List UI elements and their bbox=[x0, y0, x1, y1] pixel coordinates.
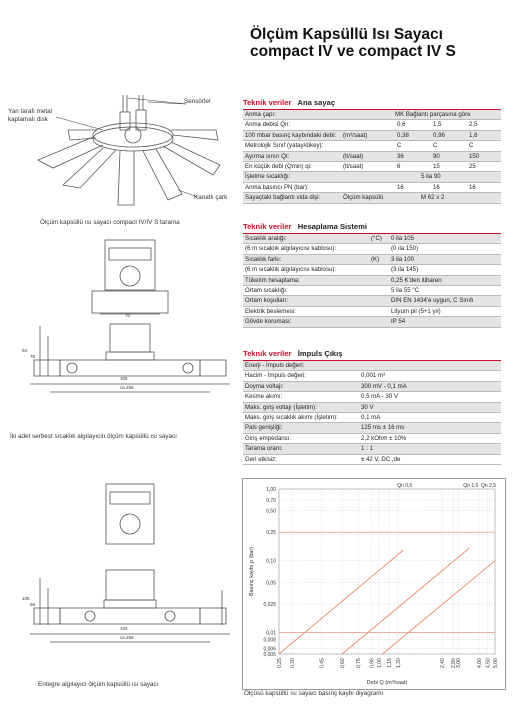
row-label: Sıcaklık aralığı: bbox=[245, 235, 287, 242]
table-row bbox=[243, 120, 501, 130]
series-label: Qn 1,5 bbox=[463, 483, 479, 489]
series-label: Qn 0,6 bbox=[397, 483, 413, 489]
dim-256-b: ca 256 bbox=[120, 635, 134, 640]
section1-rows bbox=[243, 110, 501, 204]
table-row bbox=[243, 172, 501, 182]
caption-figure2: İki adet serbest sıcaklık algılayıcılı ölçüm kapsüllü ısı sayacı bbox=[10, 433, 177, 440]
row-value: 125 ms ± 16 ms bbox=[361, 424, 405, 432]
row-value-2: 0,96 bbox=[433, 131, 445, 139]
row-value-2: C bbox=[433, 142, 438, 150]
section2-header bbox=[243, 222, 501, 234]
row-label: Elektrik beslemesi: bbox=[245, 307, 296, 315]
dim-256: ca 256 bbox=[120, 385, 134, 390]
table-row bbox=[243, 403, 501, 413]
row-value: 300 mV - 0,1 mA bbox=[361, 382, 407, 390]
dim-94: 94 bbox=[22, 348, 28, 353]
series-label: Qn 2,5 bbox=[481, 483, 497, 489]
row-label: Sayaçtaki bağlantı vida dişi: bbox=[245, 194, 321, 202]
row-label: (6 m sıcaklık algılayıcısı kablosu): bbox=[245, 245, 337, 253]
row-label: En küçük debi (Qmin) qi: bbox=[245, 162, 312, 170]
row-value: IP 54 bbox=[391, 318, 406, 326]
fan-figure bbox=[8, 90, 238, 220]
row-label: Doyma voltajı: bbox=[245, 382, 284, 390]
table-row bbox=[243, 152, 501, 162]
row-value: 2,2 kOhm ± 10% bbox=[361, 434, 407, 442]
label-wheel: Kanatlı çark bbox=[194, 194, 228, 201]
row-value-2: 15 bbox=[433, 162, 440, 170]
table-row bbox=[243, 361, 501, 371]
y-tick-label: 0,05 bbox=[266, 580, 276, 587]
row-value: ± 42 V, DC ,de bbox=[361, 455, 401, 463]
row-value-1: 36 bbox=[397, 152, 404, 160]
table-row bbox=[243, 444, 501, 454]
table-row bbox=[243, 423, 501, 433]
section1-header bbox=[243, 98, 501, 110]
row-value-1: 16 bbox=[397, 183, 404, 191]
row-label: Hacim - İmpuls değeri: bbox=[245, 372, 306, 380]
label-metal-disk: Yan tarafı metal kaplamalı disk bbox=[8, 108, 52, 123]
dim-105-horizontal: 105 bbox=[120, 626, 128, 631]
row-label: Kesme akımı: bbox=[245, 393, 283, 401]
row-label: Ortam sıcaklığı: bbox=[245, 286, 288, 294]
section-calculation bbox=[243, 222, 501, 328]
y-tick-label: 0,01 bbox=[266, 630, 276, 637]
x-tick-label: 2,40 bbox=[440, 658, 447, 668]
x-tick-label: 5,00 bbox=[493, 658, 499, 668]
table-row bbox=[243, 265, 501, 275]
y-tick-label: 0,025 bbox=[263, 601, 276, 608]
series-line bbox=[342, 548, 469, 654]
y-tick-label: 0,25 bbox=[266, 530, 276, 537]
section3-rows bbox=[243, 361, 501, 465]
row-label: Enerji - İmpuls değeri: bbox=[245, 362, 305, 369]
row-label: Giriş empedansı: bbox=[245, 434, 292, 442]
row-label: Gövde koruması: bbox=[245, 318, 292, 326]
row-unit: (°C) bbox=[371, 235, 382, 242]
row-label: Maks. giriş voltajı (İşletim): bbox=[245, 403, 317, 411]
table-row bbox=[243, 382, 501, 392]
x-tick-label: 0,90 bbox=[369, 658, 376, 668]
table-row bbox=[243, 244, 501, 254]
row-unit: (lt/saat) bbox=[343, 162, 364, 170]
row-value: MK Bağlantı parçasına göre bbox=[395, 111, 471, 118]
table-row bbox=[243, 317, 501, 327]
dim-105-vertical: 105 bbox=[22, 596, 30, 601]
table-row bbox=[243, 255, 501, 265]
row-value: 1 : 1 bbox=[361, 445, 373, 453]
x-tick-label: 4,00 bbox=[476, 658, 483, 668]
section2-rows bbox=[243, 234, 501, 328]
row-value: Lityum pil (5+1 yıl) bbox=[391, 307, 441, 315]
table-row bbox=[243, 286, 501, 296]
row-value-2: 1,5 bbox=[433, 121, 442, 129]
table-row bbox=[243, 183, 501, 193]
row-value: 5 ila 55 °C bbox=[391, 286, 420, 294]
chart-svg bbox=[243, 479, 505, 689]
dim-86: 86 bbox=[30, 602, 36, 607]
row-value-3: 16 bbox=[469, 183, 476, 191]
x-tick-label: 1,00 bbox=[376, 658, 383, 668]
table-row bbox=[243, 455, 501, 465]
y-tick-label: 0,008 bbox=[263, 637, 276, 644]
y-tick-label: 0,10 bbox=[266, 558, 276, 565]
section-pulse-output bbox=[243, 349, 501, 465]
section2-header-red: Teknik veriler bbox=[243, 222, 292, 231]
row-unit: (lt/saat) bbox=[343, 152, 364, 160]
chart-caption: Ölçüsü kapsüllü ısı sayacı basınç kaybı diyagramı bbox=[244, 690, 384, 697]
row-value: (0 ila 150) bbox=[391, 245, 419, 253]
table-row bbox=[243, 193, 501, 203]
x-tick-label: 0,75 bbox=[356, 658, 363, 668]
table-row bbox=[243, 392, 501, 402]
y-tick-label: 0,70 bbox=[266, 498, 276, 505]
row-unit: Ölçüm kapsülü bbox=[343, 194, 384, 202]
x-tick-label: 4,50 bbox=[485, 658, 492, 668]
plot-frame bbox=[279, 489, 495, 654]
row-value: 0,1 mA bbox=[361, 413, 381, 421]
x-tick-label: 0,45 bbox=[319, 658, 326, 668]
row-value: 5 ila 90 bbox=[421, 173, 441, 181]
title-line1: Ölçüm Kapsüllü Isı Sayacı bbox=[250, 26, 443, 43]
table-row bbox=[243, 234, 501, 244]
x-tick-label: 3,00 bbox=[456, 658, 463, 668]
row-value: 0 ila 105 bbox=[391, 235, 415, 242]
y-tick-label: 1,00 bbox=[266, 487, 276, 493]
section3-header bbox=[243, 349, 501, 361]
row-label: Maks. giriş sıcaklık akımı (İşletim): bbox=[245, 413, 338, 421]
row-label: Sıcaklık farkı: bbox=[245, 255, 282, 263]
row-value: 0,5 mA - 30 V bbox=[361, 393, 398, 401]
row-label: Anma debisi Qn: bbox=[245, 121, 291, 129]
row-label: Pals genişliği: bbox=[245, 424, 283, 432]
row-label: Geri etkisiz: bbox=[245, 455, 277, 463]
row-value-3: 2,5 bbox=[469, 121, 478, 129]
table-row bbox=[243, 141, 501, 151]
row-label: Tüketim hesaplama: bbox=[245, 276, 300, 284]
row-value-2: 90 bbox=[433, 152, 440, 160]
caption-figure3: Entegre algılayıcı ölçüm kapsüllü ısı sayacı bbox=[38, 681, 159, 688]
table-row bbox=[243, 162, 501, 172]
row-value: 3 ila 100 bbox=[391, 255, 415, 263]
dim-75: 75 bbox=[30, 354, 36, 359]
series-line bbox=[279, 550, 403, 654]
row-value: (3 ila 145) bbox=[391, 266, 419, 274]
row-value: 0,001 m³ bbox=[361, 372, 386, 380]
series-line bbox=[382, 561, 495, 654]
row-value-1: 0,6 bbox=[397, 121, 406, 129]
y-axis-label: Basınç kaybı p (bar) bbox=[249, 546, 255, 597]
row-label: İşletme sıcaklığı: bbox=[245, 173, 291, 181]
row-label: Tarama oranı: bbox=[245, 445, 283, 453]
x-tick-label: 1,15 bbox=[387, 658, 394, 668]
x-tick-label: 1,30 bbox=[395, 658, 402, 668]
dim-105: 105 bbox=[120, 376, 128, 381]
table-row bbox=[243, 413, 501, 423]
row-value-2: 16 bbox=[433, 183, 440, 191]
x-tick-label: 0,25 bbox=[277, 658, 283, 668]
x-tick-label: 0,30 bbox=[290, 658, 297, 668]
row-value-1: 0,38 bbox=[397, 131, 409, 139]
meter-drawing-2 bbox=[20, 480, 240, 665]
table-row bbox=[243, 307, 501, 317]
section3-header-title: İmpuls Çıkış bbox=[297, 349, 343, 358]
table-row bbox=[243, 296, 501, 306]
table-row bbox=[243, 110, 501, 120]
row-label: Anma çapı: bbox=[245, 111, 276, 118]
section-main-meter bbox=[243, 98, 501, 204]
table-row bbox=[243, 371, 501, 381]
table-row bbox=[243, 276, 501, 286]
row-value-1: C bbox=[397, 142, 402, 150]
row-label: Ortam koşulları: bbox=[245, 297, 289, 305]
row-value: M 62 x 2 bbox=[421, 194, 445, 202]
section3-header-red: Teknik veriler bbox=[243, 349, 292, 358]
row-label: Ayırma sınırı Qt: bbox=[245, 152, 290, 160]
row-value: 0,25 K'den itibaren bbox=[391, 276, 442, 284]
row-unit: (K) bbox=[371, 255, 380, 263]
label-sensors: Sensörler bbox=[184, 98, 211, 105]
dim-70: 70 bbox=[125, 313, 131, 318]
row-value-3: 1,6 bbox=[469, 131, 478, 139]
row-value-1: 6 bbox=[397, 162, 401, 170]
table-row bbox=[243, 434, 501, 444]
x-tick-label: 2,80 bbox=[451, 658, 458, 668]
meter-drawing-1 bbox=[20, 236, 240, 416]
row-value: DIN EN 1434'e uygun, C Sınıfı bbox=[391, 297, 474, 305]
row-value-3: 25 bbox=[469, 162, 476, 170]
row-label: 100 mbar basınç kaybındaki debi: bbox=[245, 131, 337, 139]
title-line2: compact IV ve compact IV S bbox=[250, 43, 456, 60]
page-title bbox=[250, 26, 456, 60]
y-tick-label: 0,006 bbox=[263, 646, 276, 653]
table-row bbox=[243, 131, 501, 141]
row-label: Anma basıncı PN (bar): bbox=[245, 183, 309, 191]
pressure-loss-chart bbox=[242, 478, 506, 690]
row-unit: (m³/saat) bbox=[343, 131, 368, 139]
row-label: (6 m sıcaklık algılayıcısı kablosu): bbox=[245, 266, 337, 274]
row-label: Metrolojik Sınıf (yatay/dikey): bbox=[245, 142, 324, 150]
y-tick-label: 0,50 bbox=[266, 508, 276, 515]
x-axis-label: Debi Q (m³/saat) bbox=[366, 680, 408, 686]
row-value-3: 150 bbox=[469, 152, 480, 160]
caption-figure1: Ölçüm kapsüllü ısı sayacı compact IV/IV S tarama bbox=[40, 219, 180, 226]
section1-header-title: Ana sayaç bbox=[297, 98, 336, 107]
x-tick-label: 0,60 bbox=[340, 658, 347, 668]
row-value-3: C bbox=[469, 142, 474, 150]
section2-header-title: Hesaplama Sistemi bbox=[297, 222, 367, 231]
y-tick-label: 0,005 bbox=[263, 652, 276, 658]
row-value: 30 V bbox=[361, 403, 374, 411]
section1-header-red: Teknik veriler bbox=[243, 98, 292, 107]
